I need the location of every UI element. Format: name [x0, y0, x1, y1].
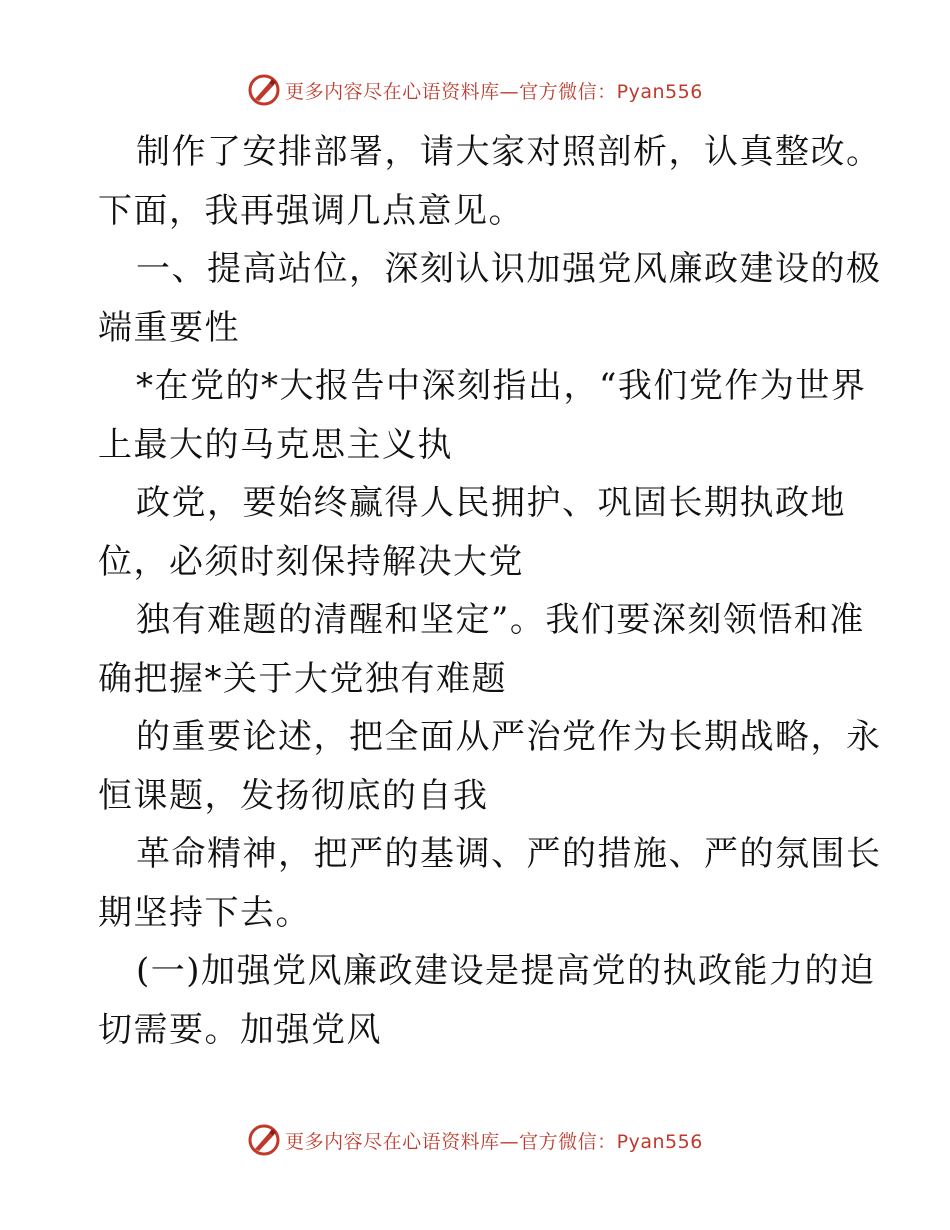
pen-logo-icon: [247, 73, 281, 107]
text-line: 上最大的马克思主义执: [98, 424, 453, 465]
wechat-id: Pyan556: [616, 1130, 703, 1153]
text-line: 下面，我再强调几点意见。: [98, 190, 524, 231]
text-line: 恒课题，发扬彻底的自我: [98, 775, 489, 816]
wechat-id: Pyan556: [616, 80, 703, 103]
header-watermark-banner: [0, 70, 950, 110]
banner-text: 更多内容尽在心语资料库—官方微信：Pyan556: [285, 80, 703, 103]
subsection-heading: 切需要。加强党风: [98, 1009, 382, 1050]
text-line: 期坚持下去。: [98, 892, 311, 933]
document-body: [98, 123, 882, 1059]
text-line: 的重要论述，把全面从严治党作为长期战略，永: [136, 717, 882, 757]
text-line: 制作了安排部署，请大家对照剖析，认真整改。: [136, 132, 882, 172]
footer-watermark-banner: [0, 1120, 950, 1160]
section-heading: 端重要性: [98, 307, 240, 348]
text-line: 政党，要始终赢得人民拥护、巩固长期执政地: [136, 483, 846, 523]
text-line: 独有难题的清醒和坚定”。我们要深刻领悟和准: [136, 600, 865, 640]
text-line: 位，必须时刻保持解决大党: [98, 541, 524, 582]
text-line: 革命精神，把严的基调、严的措施、严的氛围长: [136, 834, 882, 874]
section-heading: 一、提高站位，深刻认识加强党风廉政建设的极: [136, 249, 882, 289]
pen-logo-icon: [247, 1123, 281, 1157]
text-line: *在党的*大报告中深刻指出，“我们党作为世界: [136, 366, 867, 406]
subsection-heading: (一)加强党风廉政建设是提高党的执政能力的迫: [136, 951, 876, 991]
text-line: 确把握*关于大党独有难题: [98, 658, 507, 699]
banner-text: 更多内容尽在心语资料库—官方微信：Pyan556: [285, 1130, 703, 1153]
